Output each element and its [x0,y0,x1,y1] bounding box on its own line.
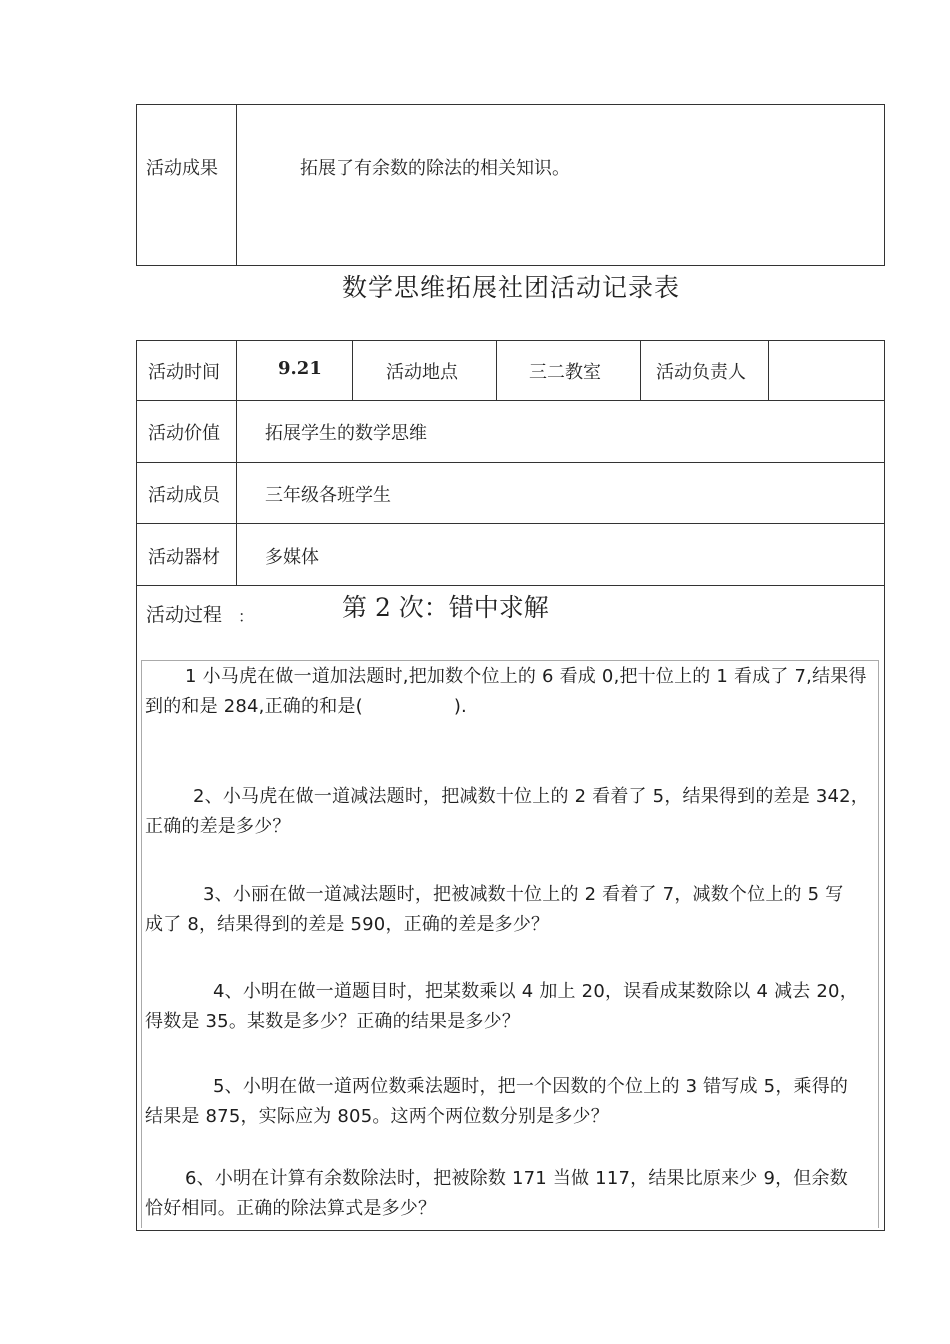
table-border [136,340,885,341]
equipment-text: 多媒体 [265,547,319,568]
place-label: 活动地点 [386,362,458,383]
table-border [768,340,769,401]
value-text: 拓展学生的数学思维 [265,423,427,444]
result-label: 活动成果 [146,158,218,179]
table-border [136,523,885,524]
table-border [136,104,885,105]
table-border [884,340,885,1231]
question-line: 到的和是 284,正确的和是( ). [145,696,467,717]
table-border [136,400,885,401]
value-label: 活动价值 [148,423,220,444]
inner-frame-border [141,660,142,1228]
session-title: 第 2 次：错中求解 [342,593,549,622]
question-line: 恰好相同。正确的除法算式是多少？ [145,1198,437,1219]
time-label: 活动时间 [148,362,220,383]
question-line: 5、小明在做一道两位数乘法题时，把一个因数的个位上的 3 错写成 5，乘得的 [213,1076,849,1097]
table-border [136,462,885,463]
question-line: 3、小丽在做一道减法题时，把被减数十位上的 2 看着了 7，减数个位上的 5 写 [203,884,844,905]
question-3 [145,880,875,940]
question-line: 4、小明在做一道题目时，把某数乘以 4 加上 20，误看成某数除以 4 减去 20， [213,981,858,1002]
place-value: 三二教室 [529,362,601,383]
question-5 [145,1072,875,1132]
question-line: 结果是 875，实际应为 805。这两个两位数分别是多少？ [145,1106,609,1127]
table-border [236,340,237,586]
page-title: 数学思维拓展社团活动记录表 [342,273,681,302]
question-1 [145,662,875,722]
members-label: 活动成员 [148,485,220,506]
inner-frame-border [141,660,879,661]
members-text: 三年级各班学生 [265,485,391,506]
question-line: 得数是 35。某数是多少？正确的结果是多少？ [145,1011,521,1032]
question-6 [145,1164,875,1224]
process-colon: ： [238,607,255,626]
table-border [640,340,641,401]
question-line: 成了 8，结果得到的差是 590，正确的差是多少？ [145,914,550,935]
table-border [136,340,137,1231]
process-label: 活动过程 [146,604,223,626]
inner-frame-border [878,660,879,1228]
table-border [236,104,237,266]
question-2 [145,782,875,842]
question-line: 6、小明在计算有余数除法时，把被除数 171 当做 117，结果比原来少 9，但余数 [185,1168,848,1189]
time-value: 9.21 [278,358,322,379]
question-line: 正确的差是多少？ [145,816,291,837]
table-border [496,340,497,401]
table-border [136,1230,885,1231]
equipment-label: 活动器材 [148,547,220,568]
question-line: 1 小马虎在做一道加法题时,把加数个位上的 6 看成 0,把十位上的 1 看成了 7,结果得 [185,666,867,687]
table-border [352,340,353,401]
result-text: 拓展了有余数的除法的相关知识。 [300,158,570,179]
table-border [136,585,885,586]
question-4 [145,977,875,1037]
table-border [136,265,885,266]
leader-label: 活动负责人 [656,362,746,383]
question-line: 2、小马虎在做一道减法题时，把减数十位上的 2 看着了 5，结果得到的差是 342， [193,786,869,807]
table-border [136,104,137,266]
table-border [884,104,885,266]
